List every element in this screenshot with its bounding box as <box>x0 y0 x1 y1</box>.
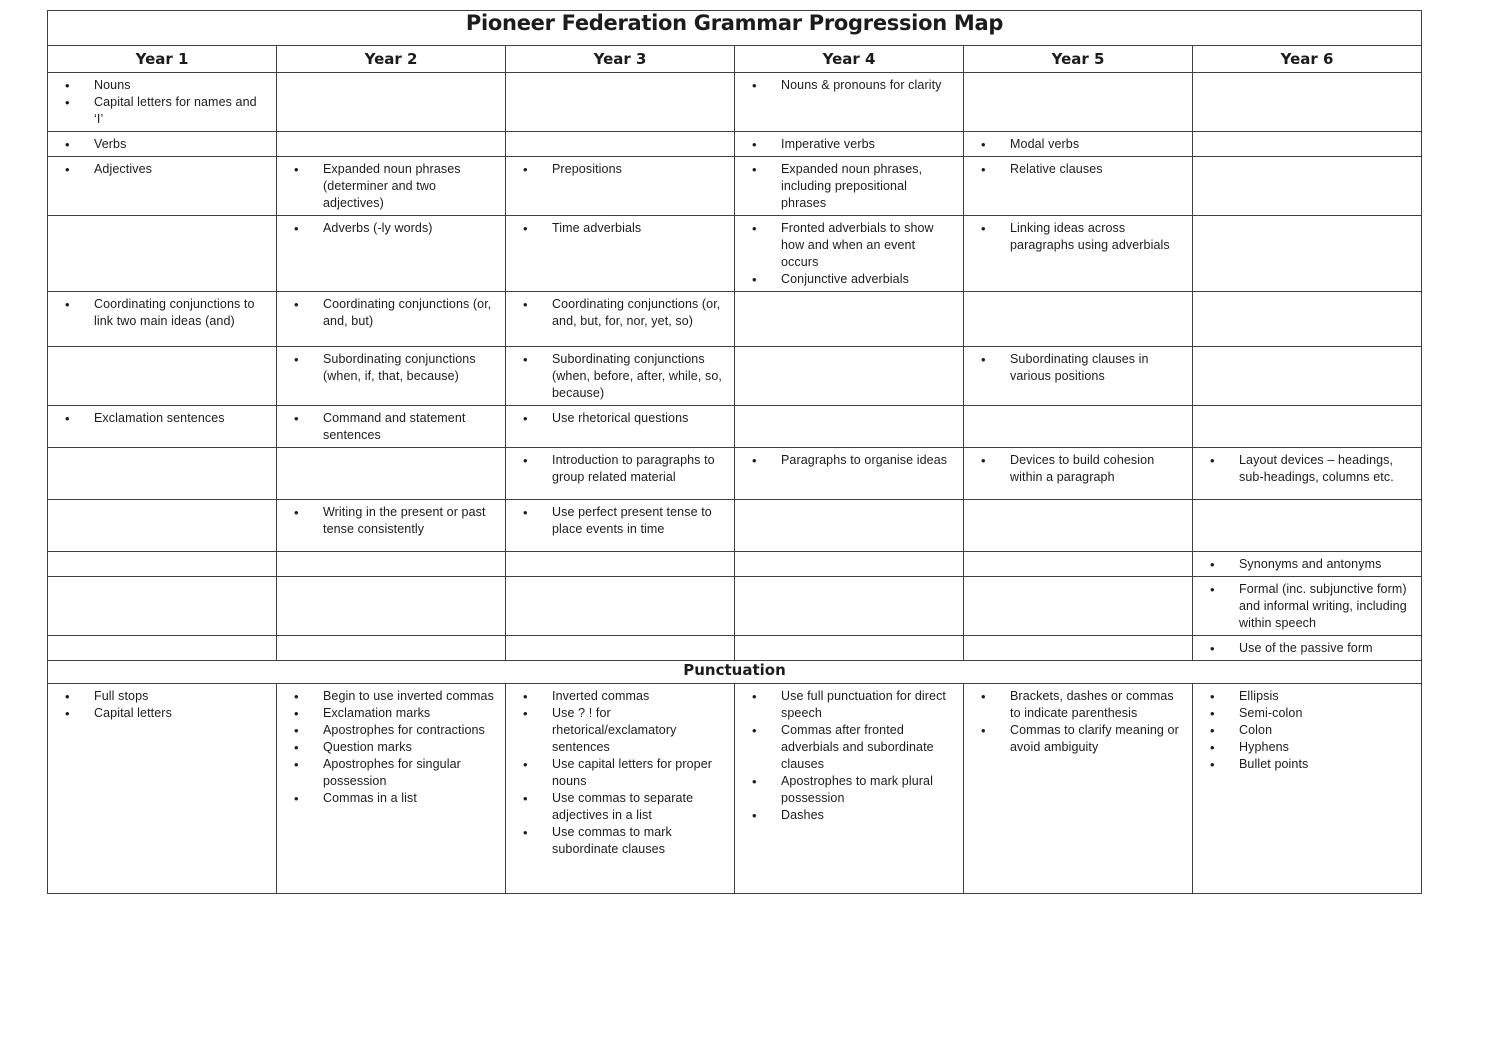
bullet-item: • Synonyms and antonyms <box>1208 556 1413 573</box>
grammar-row-cell <box>735 577 964 636</box>
grammar-row-cell <box>964 636 1193 661</box>
grammar-row <box>48 636 1422 661</box>
bullet-item: • Capital letters <box>63 705 268 722</box>
cell-bullet-list <box>506 406 734 430</box>
year-3-header: Year 3 <box>506 46 735 73</box>
punctuation-section <box>48 684 1422 894</box>
cell-bullet-list <box>1193 448 1421 489</box>
bullet-item: • Prepositions <box>521 161 726 178</box>
grammar-row <box>48 216 1422 292</box>
bullet-item: • Capital letters for names and ‘I’ <box>63 94 268 128</box>
bullet-item: • Use commas to mark subordinate clauses <box>521 824 726 858</box>
grammar-row-cell <box>735 406 964 448</box>
cell-bullet-list <box>1193 552 1421 576</box>
grammar-row-cell <box>506 577 735 636</box>
bullet-item: • Ellipsis <box>1208 688 1413 705</box>
bullet-item: • Subordinating conjunctions (when, before, after, while, so, because) <box>521 351 726 402</box>
cell-bullet-list <box>1193 684 1421 776</box>
grammar-row-cell <box>506 636 735 661</box>
cell-bullet-list <box>48 684 276 725</box>
grammar-row-cell <box>1193 157 1422 216</box>
grammar-row-cell <box>506 500 735 552</box>
grammar-row-cell <box>48 500 277 552</box>
grammar-row-cell <box>48 552 277 577</box>
cell-bullet-list <box>964 216 1192 257</box>
grammar-row-cell <box>277 406 506 448</box>
punctuation-row-cell <box>1193 684 1422 894</box>
cell-bullet-list <box>48 132 276 156</box>
cell-bullet-list <box>506 157 734 181</box>
bullet-item: • Use capital letters for proper nouns <box>521 756 726 790</box>
grammar-row <box>48 552 1422 577</box>
bullet-item: • Subordinating conjunctions (when, if, that, because) <box>292 351 497 385</box>
grammar-row-cell <box>1193 636 1422 661</box>
grammar-row-cell <box>277 347 506 406</box>
bullet-item: • Paragraphs to organise ideas <box>750 452 955 469</box>
bullet-item: • Subordinating clauses in various positions <box>979 351 1184 385</box>
grammar-row-cell <box>735 347 964 406</box>
cell-bullet-list <box>506 347 734 405</box>
grammar-row-cell <box>48 577 277 636</box>
grammar-row-cell <box>735 448 964 500</box>
cell-bullet-list <box>277 216 505 240</box>
year-1-header: Year 1 <box>48 46 277 73</box>
year-2-header: Year 2 <box>277 46 506 73</box>
cell-bullet-list <box>964 157 1192 181</box>
bullet-item: • Use commas to separate adjectives in a list <box>521 790 726 824</box>
grammar-row-cell <box>48 292 277 347</box>
grammar-row <box>48 500 1422 552</box>
punctuation-row-cell <box>277 684 506 894</box>
bullet-item: • Layout devices – headings, sub-headings, columns etc. <box>1208 452 1413 486</box>
bullet-item: • Commas in a list <box>292 790 497 807</box>
grammar-row-cell <box>964 347 1193 406</box>
grammar-row-cell <box>735 132 964 157</box>
grammar-row-cell <box>277 500 506 552</box>
punctuation-row <box>48 684 1422 894</box>
bullet-item: • Exclamation marks <box>292 705 497 722</box>
grammar-row-cell <box>277 157 506 216</box>
grammar-row-cell <box>964 216 1193 292</box>
bullet-item: • Coordinating conjunctions to link two main ideas (and) <box>63 296 268 330</box>
bullet-item: • Use ? ! for rhetorical/exclamatory sentences <box>521 705 726 756</box>
grammar-row-cell <box>735 552 964 577</box>
bullet-item: • Fronted adverbials to show how and when an event occurs <box>750 220 955 271</box>
cell-bullet-list <box>506 448 734 489</box>
grammar-row-cell <box>964 406 1193 448</box>
grammar-row-cell <box>1193 448 1422 500</box>
bullet-item: • Verbs <box>63 136 268 153</box>
grammar-row <box>48 577 1422 636</box>
cell-bullet-list <box>964 448 1192 489</box>
bullet-item: • Hyphens <box>1208 739 1413 756</box>
grammar-row-cell <box>506 552 735 577</box>
cell-bullet-list <box>506 292 734 333</box>
bullet-item: • Inverted commas <box>521 688 726 705</box>
bullet-item: • Bullet points <box>1208 756 1413 773</box>
grammar-row-cell <box>735 157 964 216</box>
bullet-item: • Linking ideas across paragraphs using adverbials <box>979 220 1184 254</box>
grammar-row-cell <box>506 292 735 347</box>
bullet-item: • Devices to build cohesion within a paragraph <box>979 452 1184 486</box>
bullet-item: • Dashes <box>750 807 955 824</box>
cell-bullet-list <box>48 157 276 181</box>
bullet-item: • Colon <box>1208 722 1413 739</box>
bullet-item: • Apostrophes for contractions <box>292 722 497 739</box>
grammar-row-cell <box>1193 132 1422 157</box>
cell-bullet-list <box>277 406 505 447</box>
punctuation-header-section <box>48 661 1422 684</box>
bullet-item: • Begin to use inverted commas <box>292 688 497 705</box>
grammar-row-cell <box>964 552 1193 577</box>
cell-bullet-list <box>277 500 505 541</box>
grammar-row-cell <box>48 157 277 216</box>
grammar-row-cell <box>506 347 735 406</box>
cell-bullet-list <box>506 684 734 861</box>
bullet-item: • Time adverbials <box>521 220 726 237</box>
grammar-row-cell <box>506 216 735 292</box>
grammar-row-cell <box>1193 347 1422 406</box>
grammar-row-cell <box>48 73 277 132</box>
bullet-item: • Commas after fronted adverbials and subordinate clauses <box>750 722 955 773</box>
page-title: Pioneer Federation Grammar Progression Map <box>48 11 1422 46</box>
bullet-item: • Conjunctive adverbials <box>750 271 955 288</box>
cell-bullet-list <box>735 684 963 827</box>
bullet-item: • Imperative verbs <box>750 136 955 153</box>
bullet-item: • Exclamation sentences <box>63 410 268 427</box>
grammar-row-cell <box>735 500 964 552</box>
punctuation-row-cell <box>735 684 964 894</box>
grammar-row-cell <box>277 73 506 132</box>
bullet-item: • Formal (inc. subjunctive form) and informal writing, including within speech <box>1208 581 1413 632</box>
grammar-row-cell <box>1193 500 1422 552</box>
grammar-row-cell <box>48 636 277 661</box>
bullet-item: • Nouns & pronouns for clarity <box>750 77 955 94</box>
grammar-row-cell <box>48 448 277 500</box>
year-header-row <box>48 46 1422 73</box>
bullet-item: • Expanded noun phrases (determiner and two adjectives) <box>292 161 497 212</box>
grammar-row-cell <box>735 73 964 132</box>
year-6-header: Year 6 <box>1193 46 1422 73</box>
cell-bullet-list <box>735 73 963 97</box>
cell-bullet-list <box>277 157 505 215</box>
grammar-row-cell <box>1193 73 1422 132</box>
cell-bullet-list <box>735 132 963 156</box>
grammar-row <box>48 448 1422 500</box>
cell-bullet-list <box>48 292 276 333</box>
grammar-row-cell <box>277 292 506 347</box>
grammar-row-cell <box>735 636 964 661</box>
grammar-row-cell <box>1193 552 1422 577</box>
grammar-row <box>48 132 1422 157</box>
bullet-item: • Coordinating conjunctions (or, and, but, for, nor, yet, so) <box>521 296 726 330</box>
cell-bullet-list <box>48 73 276 131</box>
cell-bullet-list <box>277 292 505 333</box>
cell-bullet-list <box>964 347 1192 388</box>
bullet-item: • Coordinating conjunctions (or, and, but) <box>292 296 497 330</box>
cell-bullet-list <box>735 216 963 291</box>
cell-bullet-list <box>964 132 1192 156</box>
cell-bullet-list <box>506 216 734 240</box>
grammar-row-cell <box>277 448 506 500</box>
grammar-row <box>48 73 1422 132</box>
grammar-row-cell <box>964 132 1193 157</box>
year-4-header: Year 4 <box>735 46 964 73</box>
bullet-item: • Command and statement sentences <box>292 410 497 444</box>
grammar-row-cell <box>277 552 506 577</box>
grammar-row-cell <box>1193 216 1422 292</box>
cell-bullet-list <box>1193 577 1421 635</box>
bullet-item: • Expanded noun phrases, including prepositional phrases <box>750 161 955 212</box>
bullet-item: • Semi-colon <box>1208 705 1413 722</box>
grammar-row <box>48 292 1422 347</box>
cell-bullet-list <box>735 157 963 215</box>
grammar-row-cell <box>1193 577 1422 636</box>
cell-bullet-list <box>964 684 1192 759</box>
grammar-row-cell <box>48 406 277 448</box>
grammar-row-cell <box>964 73 1193 132</box>
grammar-row-cell <box>277 636 506 661</box>
bullet-item: • Introduction to paragraphs to group related material <box>521 452 726 486</box>
title-row <box>48 11 1422 46</box>
grammar-row-cell <box>506 132 735 157</box>
grammar-row-cell <box>48 347 277 406</box>
cell-bullet-list <box>506 500 734 541</box>
bullet-item: • Apostrophes to mark plural possession <box>750 773 955 807</box>
bullet-item: • Use full punctuation for direct speech <box>750 688 955 722</box>
cell-bullet-list <box>48 406 276 430</box>
grammar-row-cell <box>964 577 1193 636</box>
grammar-row-cell <box>48 216 277 292</box>
bullet-item: • Full stops <box>63 688 268 705</box>
bullet-item: • Nouns <box>63 77 268 94</box>
grammar-row-cell <box>506 157 735 216</box>
cell-bullet-list <box>277 684 505 810</box>
bullet-item: • Use rhetorical questions <box>521 410 726 427</box>
punctuation-header-row <box>48 661 1422 684</box>
grammar-row-cell <box>964 500 1193 552</box>
cell-bullet-list <box>1193 636 1421 660</box>
grammar-row-cell <box>277 132 506 157</box>
grammar-row <box>48 406 1422 448</box>
grammar-row <box>48 347 1422 406</box>
cell-bullet-list <box>277 347 505 388</box>
grammar-row-cell <box>277 577 506 636</box>
grammar-row-cell <box>1193 292 1422 347</box>
grammar-row-cell <box>964 448 1193 500</box>
bullet-item: • Adverbs (-ly words) <box>292 220 497 237</box>
grammar-row-cell <box>277 216 506 292</box>
punctuation-row-cell <box>506 684 735 894</box>
grammar-section <box>48 73 1422 661</box>
bullet-item: • Writing in the present or past tense consistently <box>292 504 497 538</box>
bullet-item: • Brackets, dashes or commas to indicate parenthesis <box>979 688 1184 722</box>
punctuation-row-cell <box>48 684 277 894</box>
grammar-row <box>48 157 1422 216</box>
grammar-row-cell <box>506 448 735 500</box>
grammar-row-cell <box>735 292 964 347</box>
year-5-header: Year 5 <box>964 46 1193 73</box>
grammar-row-cell <box>735 216 964 292</box>
grammar-row-cell <box>48 132 277 157</box>
grammar-row-cell <box>1193 406 1422 448</box>
bullet-item: • Modal verbs <box>979 136 1184 153</box>
bullet-item: • Relative clauses <box>979 161 1184 178</box>
bullet-item: • Apostrophes for singular possession <box>292 756 497 790</box>
grammar-row-cell <box>964 292 1193 347</box>
grammar-progression-table <box>47 10 1422 894</box>
bullet-item: • Use of the passive form <box>1208 640 1413 657</box>
bullet-item: • Question marks <box>292 739 497 756</box>
grammar-row-cell <box>506 73 735 132</box>
grammar-row-cell <box>964 157 1193 216</box>
cell-bullet-list <box>735 448 963 472</box>
bullet-item: • Commas to clarify meaning or avoid ambiguity <box>979 722 1184 756</box>
bullet-item: • Use perfect present tense to place events in time <box>521 504 726 538</box>
grammar-row-cell <box>506 406 735 448</box>
punctuation-section-title: Punctuation <box>48 661 1422 684</box>
punctuation-row-cell <box>964 684 1193 894</box>
bullet-item: • Adjectives <box>63 161 268 178</box>
